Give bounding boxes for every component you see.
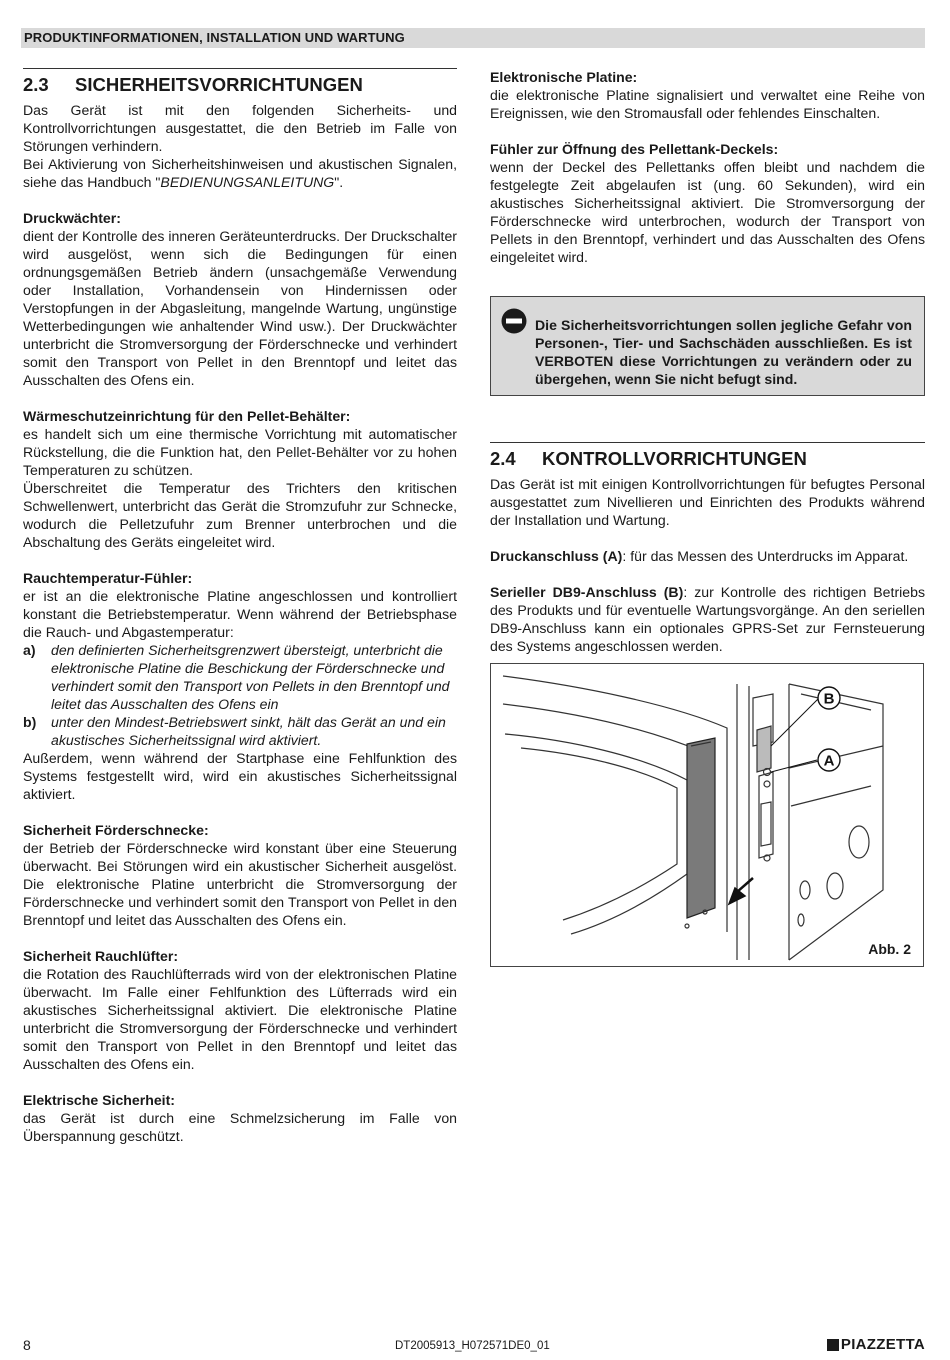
intro-paragraph: Das Gerät ist mit den folgenden Sicherheits- und Kontrollvorrichtungen ausgestattet, die den Betrieb im Falle von Störungen verhindern. bbox=[23, 102, 457, 154]
figure-caption: Abb. 2 bbox=[868, 941, 911, 957]
right-column bbox=[490, 68, 925, 967]
druckanschluss-text: Druckanschluss (A): für das Messen des Unterdrucks im Apparat. bbox=[490, 548, 909, 564]
list-label: a) bbox=[23, 642, 36, 658]
druckwaechter-text: dient der Kontrolle des inneren Geräteunterdrucks. Der Druckschalter wird ausgelöst, wenn sich die Bedingungen für einen ordnungsgemäßen Betrieb ändern (unsachgemäße Verwendung oder Installation, Vorhandensein von Hindernissen oder Verstopfungen in der Abgasleitung, mangelnde Wartung, ungünstige Wetterbedingungen wie anhaltender Wind usw.). Der Druckwächter unterbricht die Stromversorgung der Förderschnecke und verhindert somit den Transport von Pellet in den Brenntopf und leitet das Ausschalten des Ofens ein. bbox=[23, 228, 457, 388]
section-heading-2-3 bbox=[23, 68, 457, 97]
page-header: PRODUKTINFORMATIONEN, INSTALLATION UND WARTUNG bbox=[21, 28, 925, 48]
rauchluefter-text: die Rotation des Rauchlüfterrads wird von der elektronischen Platine überwacht. Im Falle einer Fehlfunktion des Lüfterrads wird ein akustisches Sicherheitssignal aktiviert. Die elektronische Platine unterbricht die Stromversorgung der Förderschnecke und verhindert somit den Transport von Pellet in den Brenntopf und leitet das Ausschalten des Ofens ein. bbox=[23, 966, 457, 1072]
manual-name: BEDIENUNGSANLEITUNG bbox=[160, 174, 335, 190]
page-number: 8 bbox=[23, 1337, 31, 1353]
waermeschutz-text: es handelt sich um eine thermische Vorrichtung mit automatischer Rückstellung, die die Funktion hat, den Pellet-Behälter vor zu hohen Temperaturen zu schützen. bbox=[23, 426, 457, 478]
kontroll-intro: Das Gerät ist mit einigen Kontrollvorrichtungen für befugtes Personal ausgestattet zum Nivellieren und Einrichten des Produkts während der Installation und Wartung. bbox=[490, 476, 925, 528]
list-label: b) bbox=[23, 714, 37, 730]
document-code: DT2005913_H072571DE0_01 bbox=[395, 1340, 550, 1352]
list-item bbox=[23, 713, 457, 749]
figure-abb-2 bbox=[490, 663, 924, 967]
deckel-fuehler-text: wenn der Deckel des Pellettanks offen bleibt und nachdem die festgelegte Zeit abgelaufen ist (ung. 60 Sekunden), wird ein akustisches Sicherheitssignal aktiviert. Die Stromversorgung der Förderschnecke wird unterbrochen, wodurch der Transport von Pellets in den Brenntopf, verhindert und das Ausschalten des Ofens eingeleitet wird. bbox=[490, 159, 925, 265]
brand-name: PIAZZETTA bbox=[840, 1336, 925, 1353]
section-number: 2.3 bbox=[23, 74, 49, 95]
warning-box bbox=[490, 296, 925, 396]
piazzetta-logo-icon bbox=[827, 1339, 839, 1351]
elektrische-sicherheit-title: Elektrische Sicherheit: bbox=[23, 1092, 175, 1108]
rauchtemperatur-text: er ist an die elektronische Platine angeschlossen und kontrolliert konstant die Betriebstemperatur. Wenn während der Betriebsphase die Rauch- und Abgastemperatur: bbox=[23, 588, 457, 640]
druckwaechter-title: Druckwächter: bbox=[23, 210, 121, 226]
platine-text: die elektronische Platine signalisiert und verwaltet eine Reihe von Ereignissen, wie den Stromausfall oder fehlendes Einschalten. bbox=[490, 87, 925, 121]
list-item bbox=[23, 641, 457, 713]
no-entry-icon bbox=[501, 308, 527, 334]
waermeschutz-text-2: Überschreitet die Temperatur des Trichters den kritischen Schwellenwert, unterbricht das Gerät die Stromzufuhr zur Schnecke, wodurch die Pelletzufuhr zum Brenner unterbrochen und die Abschaltung des Geräts eingeleitet wird. bbox=[23, 480, 457, 550]
section-title: KONTROLLVORRICHTUNGEN bbox=[542, 448, 807, 469]
list-text: den definierten Sicherheitsgrenzwert übersteigt, unterbricht die elektronische Platine die Beschickung der Förderschnecke und verhindert somit den Transport von Pellets in den Brenntopf und leitet das Ausschalten des Ofens ein bbox=[51, 642, 450, 712]
list-text: unter den Mindest-Betriebswert sinkt, hält das Gerät an und ein akustisches Sicherheitssignal wird aktiviert. bbox=[51, 714, 446, 748]
seriell-text: Serieller DB9-Anschluss (B): zur Kontrolle des richtigen Betriebs des Produkts und für eventuelle Wartungsvorgänge. An den seriellen DB9-Anschluss kann ein optionales GPRS-Set zur Fernsteuerung des Systems angeschlossen werden. bbox=[490, 584, 925, 654]
stove-rear-illustration bbox=[491, 664, 923, 966]
callout-b-label: B bbox=[823, 690, 835, 708]
brand-logo bbox=[827, 1336, 925, 1353]
section-number: 2.4 bbox=[490, 448, 516, 469]
callout-a-label: A bbox=[823, 752, 835, 770]
deckel-fuehler-title: Fühler zur Öffnung des Pellettank-Deckels: bbox=[490, 141, 779, 157]
rauchtemperatur-text-2: Außerdem, wenn während der Startphase eine Fehlfunktion des Systems festgestellt wird, wird ein akustisches Sicherheitssignal aktiviert. bbox=[23, 750, 457, 802]
waermeschutz-title: Wärmeschutzeinrichtung für den Pellet-Behälter: bbox=[23, 408, 351, 424]
platine-title: Elektronische Platine: bbox=[490, 69, 638, 85]
left-column bbox=[23, 68, 457, 1145]
rauchluefter-title: Sicherheit Rauchlüfter: bbox=[23, 948, 179, 964]
section-heading-2-4 bbox=[490, 442, 925, 471]
seriell-label: Serieller DB9-Anschluss (B) bbox=[490, 584, 684, 600]
druckanschluss-label: Druckanschluss (A) bbox=[490, 548, 623, 564]
foerderschnecke-title: Sicherheit Förderschnecke: bbox=[23, 822, 209, 838]
section-title: SICHERHEITSVORRICHTUNGEN bbox=[75, 74, 363, 95]
elektrische-sicherheit-text: das Gerät ist durch eine Schmelzsicherung im Falle von Überspannung geschützt. bbox=[23, 1110, 457, 1144]
foerderschnecke-text: der Betrieb der Förderschnecke wird konstant über eine Steuerung überwacht. Bei Störungen wird ein akustischer Sicherheit ausgelöst. Die elektronische Platine unterbricht die Stromversorgung der Förderschnecke und verhindert somit den Transport von Pellet in den Brenntopf und leitet das Ausschalten des Ofens ein. bbox=[23, 840, 457, 928]
warning-text: Die Sicherheitsvorrichtungen sollen jegliche Gefahr von Personen-, Tier- und Sachschäden ausschließen. Es ist VERBOTEN diese Vorrichtungen zu verändern oder zu übergehen, wenn Sie nicht befugt sind. bbox=[535, 317, 912, 387]
rauchtemperatur-title: Rauchtemperatur-Fühler: bbox=[23, 570, 193, 586]
intro-manual-reference: Bei Aktivierung von Sicherheitshinweisen und akustischen Signalen, siehe das Handbuch "BEDIENUNGSANLEITUNG". bbox=[23, 156, 457, 190]
